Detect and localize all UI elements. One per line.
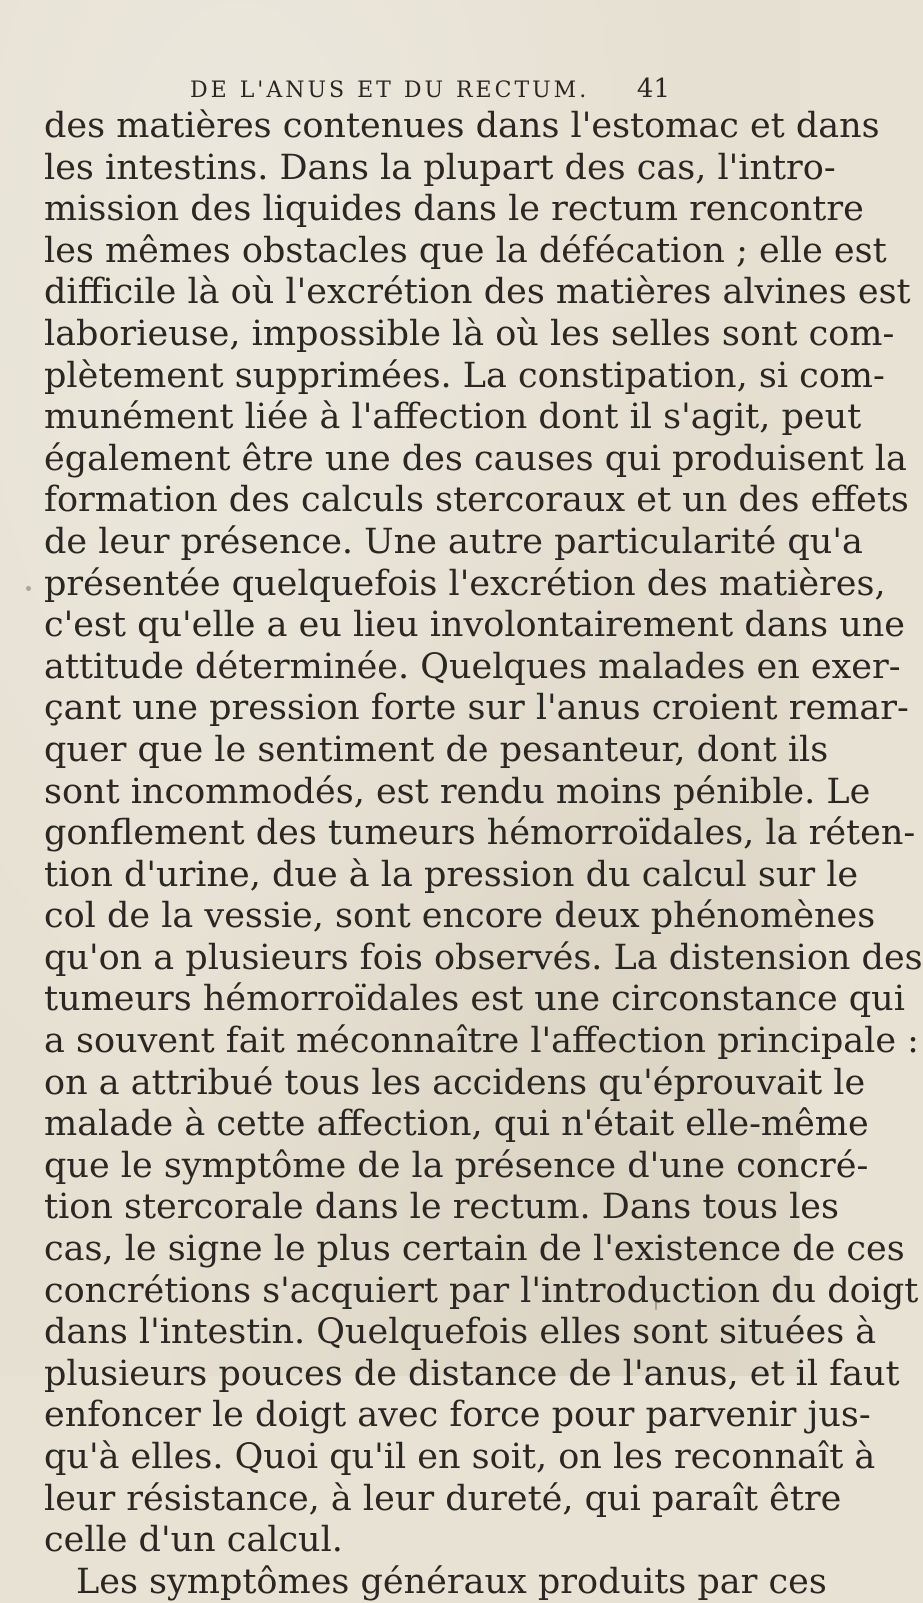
text-line: a souvent fait méconnaître l'affection principale : [44, 1021, 919, 1062]
text-line: tion d'urine, due à la pression du calcul sur le [44, 854, 859, 895]
running-head-title: DE L'ANUS ET DU RECTUM. [190, 78, 590, 103]
text-line: dans l'intestin. Quelquefois elles sont situées à [44, 1312, 877, 1353]
body-text [44, 106, 923, 1603]
text-line: laborieuse, impossible là où les selles sont com- [44, 313, 895, 354]
text-line: plètement supprimées. La constipation, si com- [44, 355, 885, 396]
text-line: les intestins. Dans la plupart des cas, l'intro- [44, 147, 836, 188]
text-line: que le symptôme de la présence d'une concré- [44, 1145, 869, 1186]
text-line: plusieurs pouces de distance de l'anus, et il faut [44, 1353, 900, 1394]
text-line: cas, le signe le plus certain de l'existence de ces [44, 1229, 905, 1270]
text-line: tumeurs hémorroïdales est une circonstance qui [44, 979, 905, 1020]
text-line: enfoncer le doigt avec force pour parvenir jus- [44, 1395, 871, 1436]
text-line: présentée quelquefois l'excrétion des matières, [44, 563, 886, 604]
text-line: des matières contenues dans l'estomac et dans [44, 106, 880, 146]
paper-speck [655, 1292, 657, 1310]
text-line: mission des liquides dans le rectum rencontre [44, 189, 864, 230]
text-line: c'est qu'elle a eu lieu involontairement dans une [44, 605, 906, 646]
text-line: formation des calculs stercoraux et un des effets [44, 480, 909, 521]
text-line: quer que le sentiment de pesanteur, dont ils [44, 729, 829, 770]
text-line: de leur présence. Une autre particularité qu'a [44, 521, 863, 562]
text-line: Les symptômes généraux produits par ces [76, 1561, 827, 1602]
text-line: on a attribué tous les accidens qu'éprouvait le [44, 1062, 866, 1103]
text-line: malade à cette affection, qui n'était elle-même [44, 1104, 869, 1145]
running-head [190, 70, 670, 110]
text-line: tion stercorale dans le rectum. Dans tous les [44, 1187, 839, 1228]
text-line: celle d'un calcul. [44, 1520, 343, 1561]
text-line: les mêmes obstacles que la défécation ; elle est [44, 230, 887, 271]
text-line: gonflement des tumeurs hémorroïdales, la réten- [44, 813, 916, 854]
text-line: attitude déterminée. Quelques malades en exer- [44, 646, 901, 687]
text-line: col de la vessie, sont encore deux phénomènes [44, 896, 876, 937]
text-line: également être une des causes qui produisent la [44, 438, 907, 479]
text-line: qu'à elles. Quoi qu'il en soit, on les reconnaît à [44, 1437, 876, 1477]
text-line: çant une pression forte sur l'anus croient remar- [44, 688, 909, 729]
text-line: munément liée à l'affection dont il s'agit, peut [44, 397, 862, 438]
text-line: concrétions s'acquiert par l'introduction du doigt [44, 1270, 919, 1311]
page-number: 41 [636, 74, 670, 104]
text-line: sont incommodés, est rendu moins pénible. Le [44, 771, 871, 812]
text-line: qu'on a plusieurs fois observés. La distension des [44, 937, 923, 978]
text-line: difficile là où l'excrétion des matières alvines est [44, 272, 911, 313]
text-line: leur résistance, à leur dureté, qui paraît être [44, 1478, 842, 1519]
paper-speck [26, 586, 31, 591]
